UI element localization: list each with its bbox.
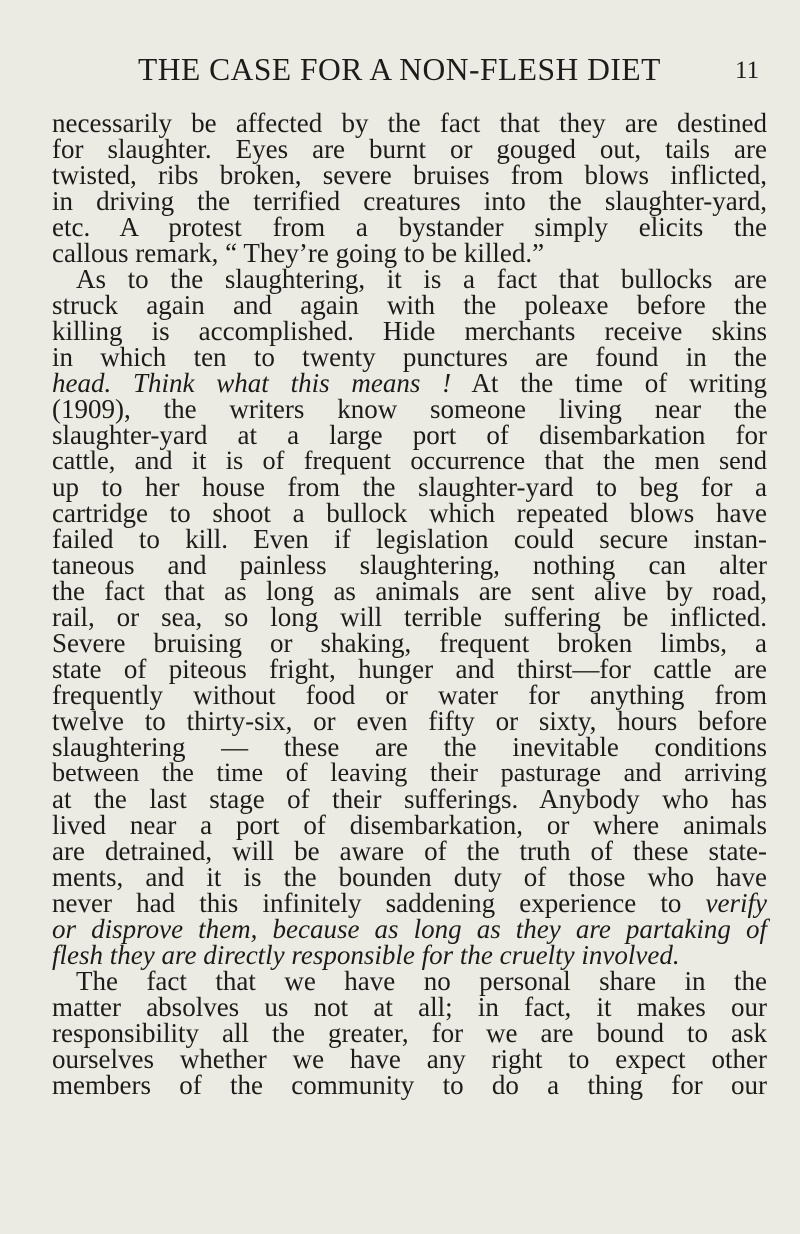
text-line-rest: At the time of writing	[471, 368, 767, 398]
text-line: responsibility all the greater, for we are bound to ask	[52, 1018, 767, 1048]
text-line: slaughter-yard at a large port of disembarkation for	[52, 420, 767, 450]
text-line: etc. A protest from a bystander simply elicits the	[52, 212, 767, 242]
text-line: for slaughter. Eyes are burnt or gouged out, tails are	[52, 134, 767, 164]
italic-emphasis: head. Think what this means !	[52, 368, 452, 398]
text-line: between the time of leaving their pasturage and arriving	[52, 758, 767, 787]
text-line: state of piteous fright, hunger and thirst—for cattle are	[52, 654, 767, 684]
text-line: (1909), the writers know someone living near the	[52, 394, 767, 424]
text-line: up to her house from the slaughter-yard to beg for a	[52, 472, 767, 502]
italic-emphasis: flesh they are directly responsible for the cruelty involved.	[52, 940, 680, 970]
text-line: killing is accomplished. Hide merchants receive skins	[52, 316, 767, 346]
text-line	[52, 890, 767, 916]
body-text	[52, 110, 767, 1098]
text-line: cattle, and it is of frequent occurrence that the men send	[52, 446, 767, 475]
text-line: ourselves whether we have any right to expect other	[52, 1044, 767, 1074]
text-line	[52, 370, 767, 396]
text-line: struck again and again with the poleaxe before the	[52, 290, 767, 320]
text-line: are detrained, will be aware of the truth of these state-	[52, 836, 767, 866]
text-line: twisted, ribs broken, severe bruises from blows inflicted,	[52, 160, 767, 190]
text-line-start: never had this infinitely saddening experience to	[52, 888, 682, 918]
text-line: ments, and it is the bounden duty of those who have	[52, 862, 767, 892]
text-line: slaughtering — these are the inevitable conditions	[52, 732, 767, 762]
italic-emphasis: verify	[705, 888, 767, 918]
text-line: members of the community to do a thing for our	[52, 1070, 767, 1100]
text-line: As to the slaughtering, it is a fact that bullocks are	[76, 264, 767, 294]
text-line: the fact that as long as animals are sent alive by road,	[52, 576, 767, 606]
text-line: in driving the terrified creatures into the slaughter-yard,	[52, 186, 767, 216]
running-title: THE CASE FOR A NON-FLESH DIET	[138, 52, 661, 87]
text-line: taneous and painless slaughtering, nothing can alter	[52, 550, 767, 580]
text-line: frequently without food or water for anything from	[52, 680, 767, 710]
text-line	[52, 916, 767, 942]
text-line: necessarily be affected by the fact that they are destined	[52, 108, 767, 138]
text-line: twelve to thirty-six, or even fifty or sixty, hours before	[52, 706, 767, 736]
text-line: matter absolves us not at all; in fact, it makes our	[52, 992, 767, 1022]
text-line: lived near a port of disembarkation, or where animals	[52, 810, 767, 840]
text-line: in which ten to twenty punctures are found in the	[52, 342, 767, 372]
page-number: 11	[735, 57, 760, 84]
text-line: Severe bruising or shaking, frequent broken limbs, a	[52, 628, 767, 658]
text-line: rail, or sea, so long will terrible suffering be inflicted.	[52, 602, 767, 632]
italic-emphasis: or disprove them, because as long as they are partaking of	[52, 914, 767, 944]
text-line: cartridge to shoot a bullock which repeated blows have	[52, 498, 767, 528]
text-line: The fact that we have no personal share in the	[76, 966, 767, 996]
text-line: at the last stage of their sufferings. Anybody who has	[52, 784, 767, 814]
text-line: callous remark, “ They’re going to be killed.”	[52, 238, 545, 268]
text-line: failed to kill. Even if legislation could secure instan-	[52, 524, 767, 554]
text-line	[52, 942, 767, 968]
